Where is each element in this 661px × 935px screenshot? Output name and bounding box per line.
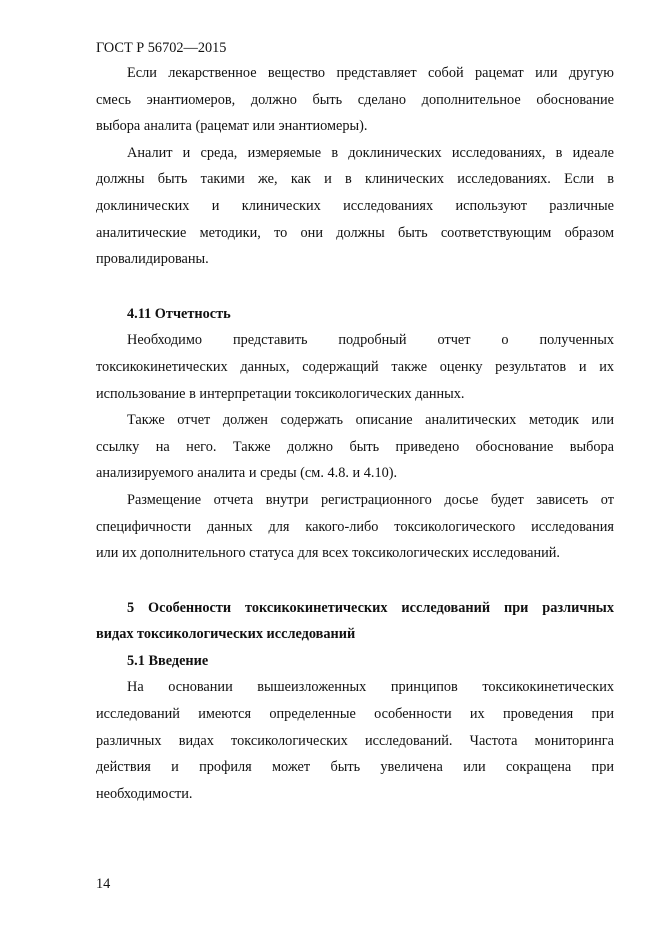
page-number: 14: [96, 876, 111, 892]
text-line: 5 Особенности токсикокинетических исследований при различных: [127, 599, 614, 616]
text-line: исследований имеются определенные особенности их проведения при: [96, 706, 614, 723]
text-line: должны быть такими же, как и в клинических исследованиях. Если в: [96, 171, 614, 188]
text-line: анализируемого аналита и среды (см. 4.8. и 4.10).: [96, 465, 398, 482]
text-line: Также отчет должен содержать описание аналитических методик или: [127, 412, 614, 429]
document-page: [96, 38, 614, 807]
text-line: специфичности данных для какого-либо токсикологического исследования: [96, 518, 614, 535]
paragraph: [96, 487, 614, 567]
paragraph: [96, 407, 614, 487]
text-line: выбора аналита (рацемат или энантиомеры).: [96, 118, 368, 135]
text-line: различных видах токсикологических исследований. Частота мониторинга: [96, 732, 614, 749]
text-line: Размещение отчета внутри регистрационного досье будет зависеть от: [127, 491, 614, 508]
text-line: действия и профиля может быть увеличена или сокращена при: [96, 759, 614, 776]
paragraph: [96, 327, 614, 407]
section-heading: [96, 595, 614, 648]
text-line: видах токсикологических исследований: [96, 626, 356, 643]
text-line: ссылку на него. Также должно быть приведено обоснование выбора: [96, 438, 614, 455]
paragraph: [96, 60, 614, 140]
text-line: использование в интерпретации токсикологических данных.: [96, 385, 465, 402]
paragraph: [96, 140, 614, 273]
section-heading: [96, 301, 614, 328]
section-spacer: [96, 567, 614, 595]
section-spacer: [96, 273, 614, 301]
text-line: На основании вышеизложенных принципов токсикокинетических: [127, 679, 614, 696]
text-line: смесь энантиомеров, должно быть сделано дополнительное обоснование: [96, 91, 614, 108]
section-heading: [96, 648, 614, 675]
text-line: Необходимо представить подробный отчет о полученных: [127, 332, 614, 349]
text-line: аналитические методики, то они должны быть соответствующим образом: [96, 224, 614, 241]
text-line: необходимости.: [96, 785, 193, 802]
text-line: или их дополнительного статуса для всех токсикологических исследований.: [96, 545, 560, 562]
document-body: [96, 60, 614, 807]
document-header: ГОСТ Р 56702—2015: [96, 40, 227, 56]
text-line: провалидированы.: [96, 251, 209, 268]
paragraph: [96, 674, 614, 807]
text-line: Если лекарственное вещество представляет собой рацемат или другую: [127, 65, 614, 81]
text-line: 5.1 Введение: [127, 652, 209, 669]
text-line: доклинических и клинических исследованиях используют различные: [96, 197, 614, 214]
text-line: токсикокинетических данных, содержащий также оценку результатов и их: [96, 358, 614, 375]
text-line: Аналит и среда, измеряемые в доклинических исследованиях, в идеале: [127, 144, 614, 161]
text-line: 4.11 Отчетность: [127, 305, 231, 322]
